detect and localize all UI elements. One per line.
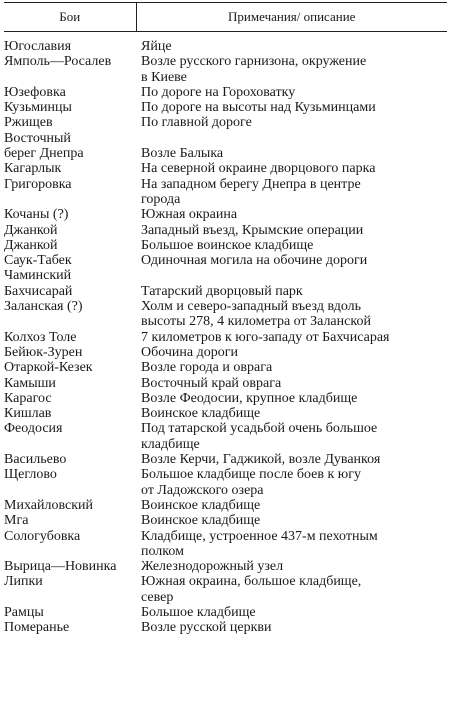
table-row <box>4 467 447 498</box>
table-row <box>4 360 447 375</box>
table-row <box>4 529 447 560</box>
battle-cell: Сологубовка <box>4 528 81 544</box>
table-row <box>4 177 447 208</box>
battle-cell: Бейюк-Зурен <box>4 344 83 360</box>
table-row <box>4 330 447 345</box>
battle-cell: Югославия <box>4 39 72 54</box>
note-cell: Возле русской церкви <box>141 620 272 636</box>
battle-cell: Кузьминцы <box>4 100 72 116</box>
battle-cell: Щеглово <box>4 467 57 483</box>
note-cell: Железнодорожный узел <box>141 559 284 575</box>
battle-cell: Джанкой <box>4 237 58 253</box>
table-row <box>4 345 447 360</box>
battle-cell: Ямполь—Росалев <box>4 54 112 70</box>
table-row <box>4 421 447 452</box>
note-cell: Возле Керчи, Гаджикой, возле Дуванкоя <box>141 452 381 468</box>
note-cell: Большое кладбище <box>141 604 256 620</box>
battle-cell: Отаркой-Кезек <box>4 360 93 376</box>
note-cell: Южная окраина <box>141 207 238 223</box>
note-cell: Большое воинское кладбище <box>141 237 314 253</box>
battle-cell: Михайловский <box>4 497 93 513</box>
note-cell: Возле города и оврага <box>141 360 273 376</box>
battle-cell: Джанкой <box>4 222 58 238</box>
table-row <box>4 131 447 162</box>
note-cell: Воинское кладбище <box>141 513 261 529</box>
table-row <box>4 498 447 513</box>
battle-cell: Рамцы <box>4 604 44 620</box>
table-row <box>4 223 447 238</box>
battle-cell: Карагос <box>4 390 52 406</box>
battle-cell: Кагарлык <box>4 161 62 177</box>
note-cell: Холм и северо-западный въезд вдоль высоты 278, 4 километра от Заланской <box>141 299 371 330</box>
battle-cell: Саук-Табек Чаминский <box>4 253 72 284</box>
battle-cell: Померанье <box>4 620 70 636</box>
note-cell: На западном берегу Днепра в центре города <box>141 176 361 207</box>
note-cell: Под татарской усадьбой очень большое кладбище <box>141 421 378 452</box>
table-row <box>4 406 447 421</box>
note-cell: По дороге на высоты над Кузьминцами <box>141 100 376 116</box>
table-row <box>4 391 447 406</box>
battle-cell: Вырица—Новинка <box>4 559 117 575</box>
note-cell: Возле русского гарнизона, окружение в Киеве <box>141 54 367 85</box>
table-row <box>4 299 447 330</box>
note-cell: На северной окраине дворцового парка <box>141 161 376 177</box>
table-body <box>4 32 447 636</box>
table-row <box>4 207 447 222</box>
note-cell: Возле Феодосии, крупное кладбище <box>141 390 358 406</box>
header-notes: Примечания/ описание <box>136 3 447 32</box>
table-row <box>4 605 447 620</box>
note-cell: Западный въезд, Крымские операции <box>141 222 364 238</box>
note-cell: Воинское кладбище <box>141 406 261 422</box>
note-cell: Яйце <box>141 39 172 54</box>
table-row <box>4 32 447 55</box>
table-row <box>4 284 447 299</box>
note-cell: Кладбище, устроенное 437-м пехотным полком <box>141 528 378 559</box>
table-row <box>4 513 447 528</box>
note-cell: Воинское кладбище <box>141 497 261 513</box>
note-cell: По дороге на Гороховатку <box>141 84 296 100</box>
battle-cell: Васильево <box>4 452 67 468</box>
note-cell: Обочина дороги <box>141 344 238 360</box>
table-row <box>4 54 447 85</box>
table-row <box>4 452 447 467</box>
note-cell: Большое кладбище после боев к югу от Ладожского озера <box>141 467 362 498</box>
header-row <box>4 3 447 32</box>
battle-cell: Кочаны (?) <box>4 207 69 223</box>
battle-cell: Кишлав <box>4 406 52 422</box>
table-row <box>4 620 447 635</box>
table-row <box>4 238 447 253</box>
note-cell: По главной дороге <box>141 115 252 131</box>
header-battles: Бои <box>4 3 136 32</box>
battle-cell: Мга <box>4 513 29 529</box>
table-row <box>4 115 447 130</box>
table-row <box>4 574 447 605</box>
table-row <box>4 253 447 284</box>
note-cell: Одиночная могила на обочине дороги <box>141 253 368 269</box>
note-cell: Татарский дворцовый парк <box>141 283 303 299</box>
battle-cell: Ржищев <box>4 115 53 131</box>
table-row <box>4 85 447 100</box>
battle-cell: Феодосия <box>4 421 63 437</box>
battle-cell: Липки <box>4 574 43 590</box>
battles-table <box>4 2 447 636</box>
battle-cell: Восточный берег Днепра <box>4 130 84 162</box>
table-header <box>4 3 447 32</box>
note-cell: Восточный край оврага <box>141 375 282 391</box>
note-cell: Южная окраина, большое кладбище, север <box>141 574 362 605</box>
battle-cell: Григоровка <box>4 176 72 192</box>
note-cell: 7 километров к юго-западу от Бахчисарая <box>141 329 390 345</box>
battle-cell: Заланская (?) <box>4 299 83 315</box>
table-row <box>4 376 447 391</box>
note-cell: Возле Балыка <box>141 146 224 162</box>
table-row <box>4 100 447 115</box>
battle-cell: Бахчисарай <box>4 283 73 299</box>
table-row <box>4 559 447 574</box>
battle-cell: Юзефовка <box>4 84 66 100</box>
battle-cell: Камыши <box>4 375 56 391</box>
battle-cell: Колхоз Толе <box>4 329 77 345</box>
table-row <box>4 161 447 176</box>
